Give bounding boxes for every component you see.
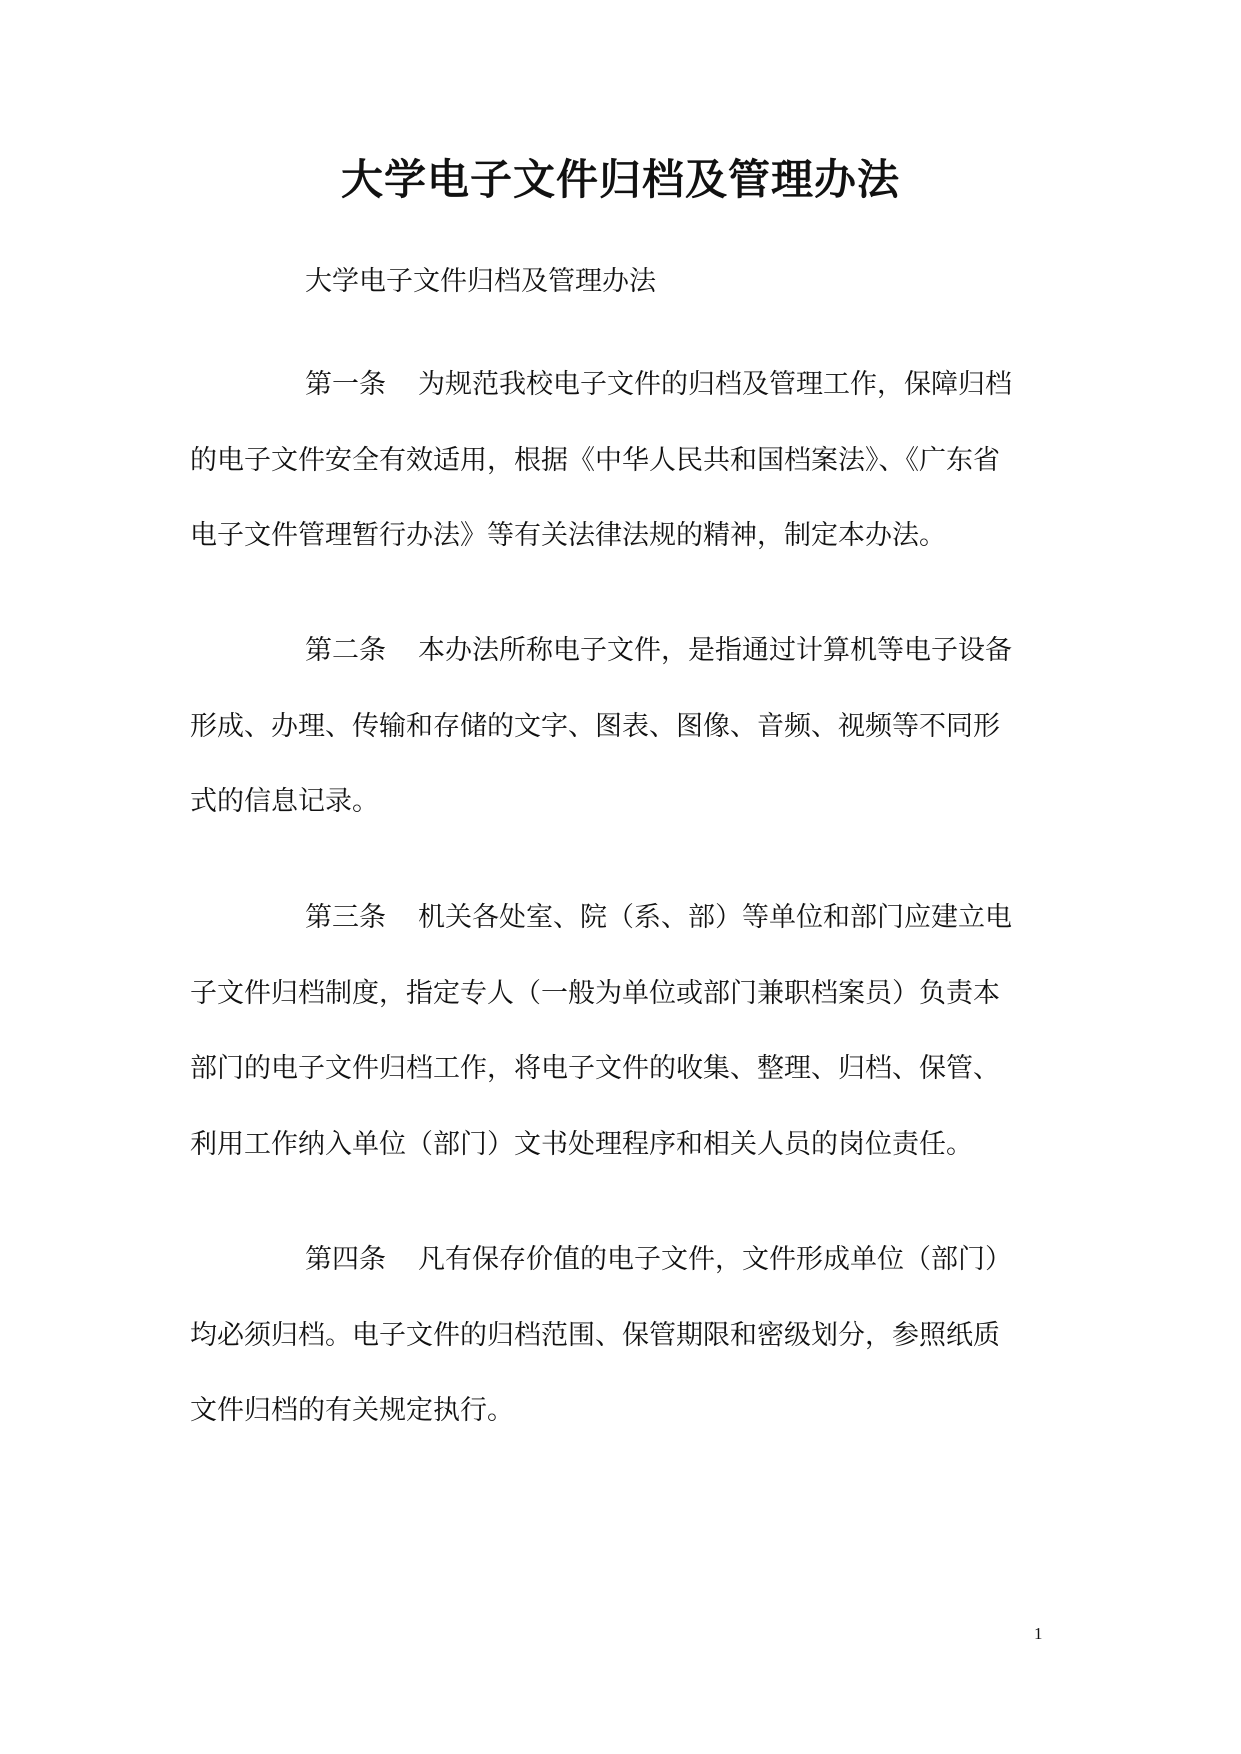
article-text: 为规范我校电子文件的归档及管理工作，保障归档 [418,369,1012,400]
article-1 [190,347,1052,574]
article-3 [190,880,1052,1182]
article-line: 电子文件管理暂行办法》等有关法律法规的精神，制定本办法。 [190,520,946,551]
article-number: 第三条 [305,902,386,933]
page-number: 1 [1034,1624,1043,1643]
article-first-line [190,880,1052,956]
document-title: 大学电子文件归档及管理办法 [340,155,900,204]
article-number: 第二条 [305,635,386,666]
document-subtitle: 大学电子文件归档及管理办法 [305,266,656,297]
article-number: 第四条 [305,1244,386,1275]
article-line: 文件归档的有关规定执行。 [190,1395,514,1426]
article-line: 的电子文件安全有效适用，根据《中华人民共和国档案法》、《广东省 [190,444,1000,476]
article-first-line [190,613,1052,689]
article-2 [190,613,1052,840]
article-text: 本办法所称电子文件，是指通过计算机等电子设备 [418,635,1012,666]
article-first-line [190,347,1052,423]
article-4 [190,1222,1052,1449]
article-number: 第一条 [305,369,386,400]
article-line: 式的信息记录。 [190,786,379,817]
article-line: 均必须归档。电子文件的归档范围、保管期限和密级划分，参照纸质 [190,1319,1000,1351]
article-line: 利用工作纳入单位（部门）文书处理程序和相关人员的岗位责任。 [190,1128,973,1160]
article-first-line [190,1222,1052,1298]
article-line: 形成、办理、传输和存储的文字、图表、图像、音频、视频等不同形 [190,710,1000,742]
article-line: 子文件归档制度，指定专人（一般为单位或部门兼职档案员）负责本 [190,977,1000,1009]
article-text: 机关各处室、院（系、部）等单位和部门应建立电 [418,902,1012,933]
article-text: 凡有保存价值的电子文件，文件形成单位（部门） [418,1244,1012,1275]
article-line: 部门的电子文件归档工作，将电子文件的收集、整理、归档、保管、 [190,1053,1000,1084]
